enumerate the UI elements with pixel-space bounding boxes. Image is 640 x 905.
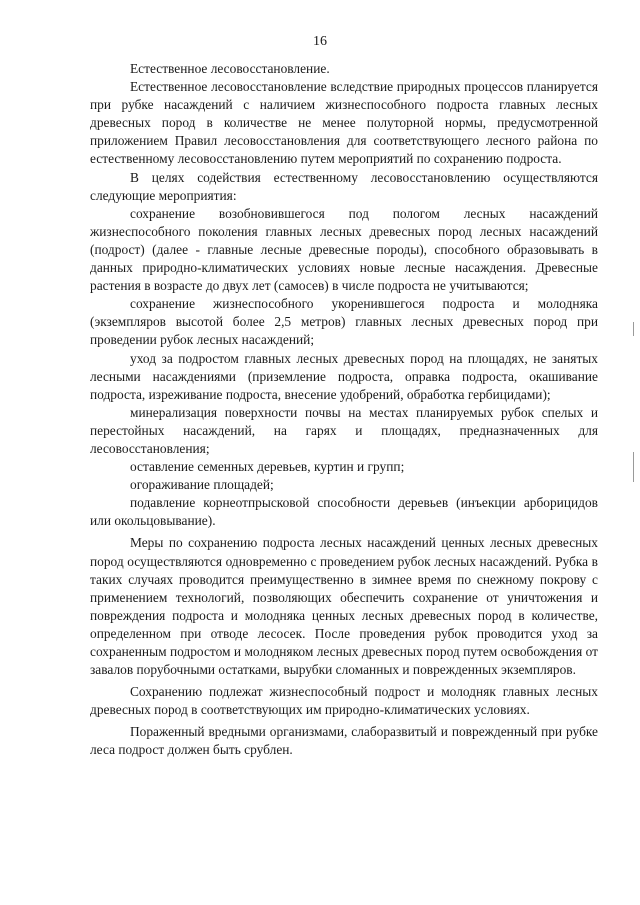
list-item: оставление семенных деревьев, куртин и групп; [130, 459, 405, 475]
paragraph: Меры по сохранению подроста лесных насаждений ценных лесных древесных пород осуществляются одновременно с проведением рубок лесных насаждений. Рубка в таких случаях проводится преимущественно в зимнее время по снежному покрову с применением технологий, позволяющих обеспечить сохранение от уничтожения и повреждения подроста и молодняка ценных лесных древесных пород в количестве, определенном при отводе лесосек. После проведения рубок проводится уход за сохраненным подростом и молодняком лесных древесных пород путем освобождения от завалов порубочными остатками, вырубки сломанных и поврежденных экземпляров. [90, 535, 598, 678]
list-item: сохранение возобновившегося под пологом лесных насаждений жизнеспособного поколения главных лесных древесных пород лесных насаждений (подрост) (далее - главные лесные древесные породы), способного образовывать в данных природно-климатических условиях новые лесные насаждения. Древесные растения в возрасте до двух лет (самосев) в числе подроста не учитываются; [90, 205, 598, 294]
scan-margin-mark [633, 452, 634, 482]
list-item: минерализация поверхности почвы на местах планируемых рубок спелых и перестойных насаждений, на гарях и площадях, предназначенных для лесовосстановления; [90, 404, 598, 456]
list-item: подавление корнеотпрысковой способности деревьев (инъекции арборицидов или окольцовывание). [90, 495, 598, 529]
paragraph: Пораженный вредными организмами, слаборазвитый и поврежденный при рубке леса подрост должен быть срублен. [90, 724, 598, 758]
list-item: огораживание площадей; [130, 477, 274, 493]
paragraph: Сохранению подлежат жизнеспособный подрост и молодняк главных лесных древесных пород в соответствующих им природно-климатических условиях. [90, 684, 598, 718]
paragraph: Естественное лесовосстановление вследствие природных процессов планируется при рубке насаждений с наличием жизнеспособного подроста главных лесных древесных пород в количестве не менее полуторной нормы, предусмотренной приложением Правил лесовосстановления для соответствующего лесного района по естественному лесовосстановлению путем мероприятий по сохранению подроста. [90, 79, 598, 167]
page-number: 16 [313, 34, 327, 49]
scan-margin-mark [633, 322, 634, 336]
paragraph-heading: Естественное лесовосстановление. [130, 61, 330, 76]
list-item: сохранение жизнеспособного укоренившегося подроста и молодняка (экземпляров высотой более 2,5 метров) главных лесных древесных пород при проведении рубок лесных насаждений; [90, 296, 598, 348]
paragraph: В целях содействия естественному лесовосстановлению осуществляются следующие мероприятия: [90, 169, 598, 203]
list-item: уход за подростом главных лесных древесных пород на площадях, не занятых лесными насаждениями (приземление подроста, оправка подроста, окашивание подроста, изреживание подроста, внесение удобрений, обработка гербицидами); [90, 350, 598, 402]
document-body [90, 60, 598, 760]
